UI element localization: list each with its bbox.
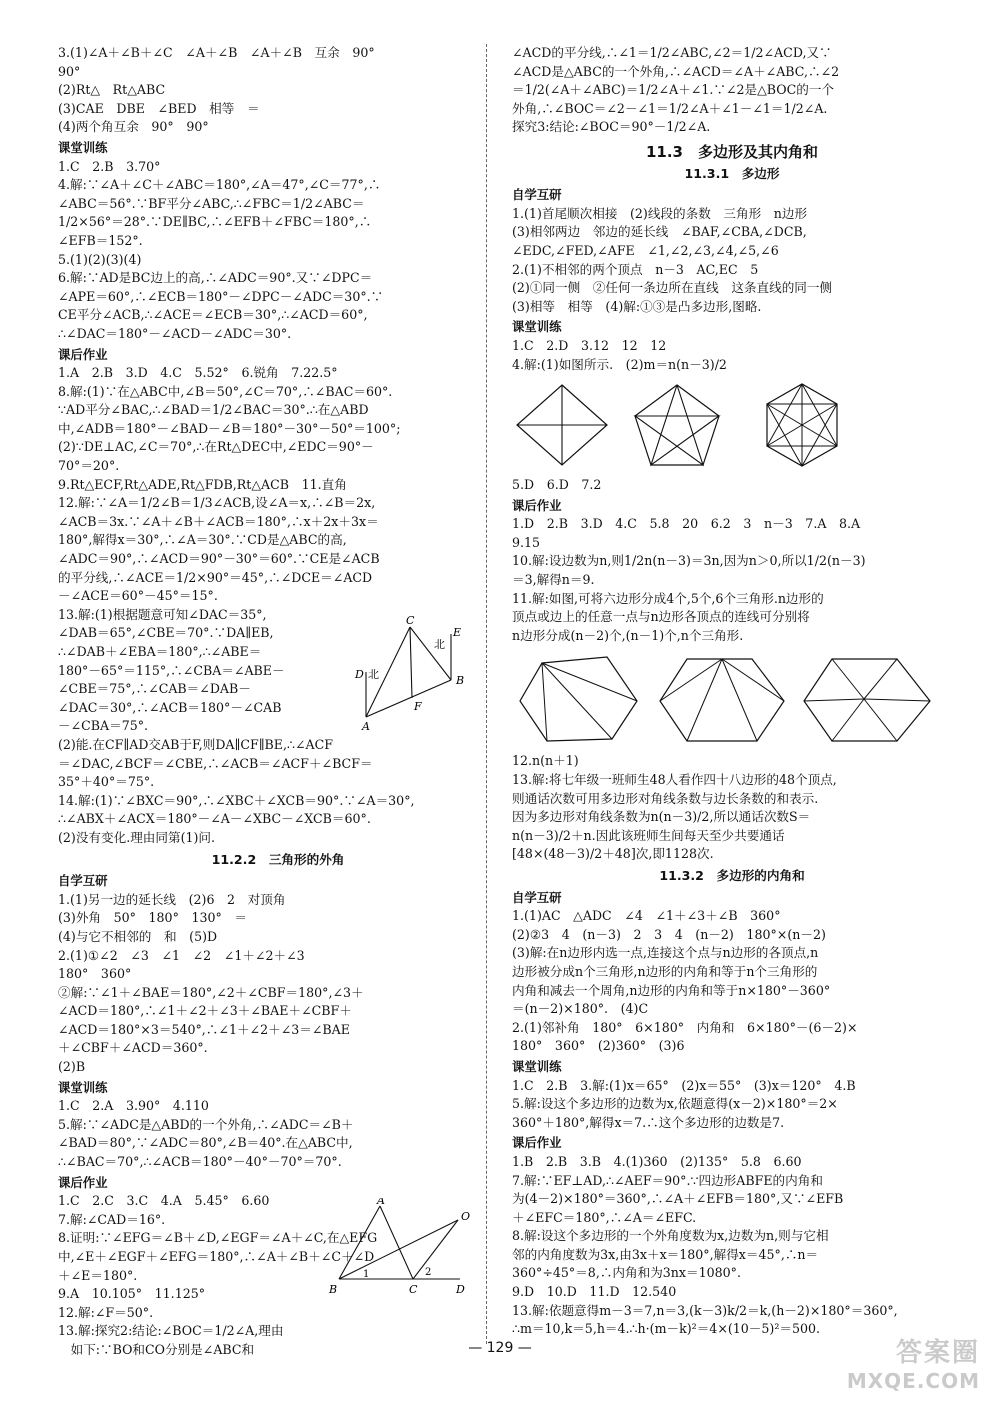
text-line: 8.解:(1)∵在△ABC中,∠B＝50°,∠C＝70°,∴∠BAC＝60°. (58, 383, 393, 399)
text-line: 1.C 2.B 3.70° (58, 158, 161, 174)
text-line: ∠ACD＝180°,∴∠1＋∠2＋∠3＋∠BAE＋∠CBF＋ (58, 1003, 352, 1019)
text-line: 13.解:依题意得m－3＝7,n＝3,(k－3)k/2＝k,(h－2)×180°＝360°, (512, 1302, 898, 1318)
text-line: ＝∠DAC,∠BCF＝∠CBE,∴∠ACB＝∠ACF＋∠BCF＝ (58, 755, 373, 771)
text-line: 360°÷45°＝8,∴内角和为3nx＝1080°. (512, 1265, 741, 1281)
text-line: n边形分成(n－2)个,(n－1)个,n个三角形. (512, 627, 744, 643)
section-heading: 课后作业 (512, 1135, 562, 1151)
text-line: 为(4－2)×180°＝360°,∴∠A＋∠EFB＝180°,又∵∠EFB (512, 1191, 844, 1207)
text-line: (4)与它不相邻的 和 (5)D (58, 928, 218, 944)
text-line: ∠CBE＝75°,∴∠CAB＝∠DAB－ (58, 681, 251, 697)
watermark-logo: 答案圈 (895, 1338, 980, 1368)
text-line: 5.解:∵∠ADC是△ABD的一个外角,∴∠ADC＝∠B＋ (58, 1116, 354, 1132)
text-line: 11.解:如图,可将六边形分成4个,5个,6个三角形.n边形的 (512, 590, 824, 606)
text-line: (2)能.在CF∥AD交AB于F,则DA∥CF∥BE,∴∠ACF (58, 736, 334, 752)
text-line: 9.Rt△ECF,Rt△ADE,Rt△FDB,Rt△ACB 11.直角 (58, 476, 347, 492)
text-line: CE平分∠ACB,∴∠ACE＝∠ECB＝30°,∴∠ACD＝60°, (58, 307, 368, 323)
text-line: ②解:∵∠1＋∠BAE＝180°,∠2＋∠CBF＝180°,∠3＋ (58, 984, 364, 1000)
fig2-label-2: 2 (425, 1267, 432, 1278)
text-line: 1/2×56°＝28°.∵DE∥BC,∴∠EFB＋∠FBC＝180°,∴ (58, 214, 372, 230)
section-heading: 自学互研 (512, 889, 562, 905)
text-line: 2.(1)邻补角 180° 6×180° 内角和 6×180°－(6－2)× (512, 1019, 858, 1035)
chapter-title: 11.3 多边形及其内角和 (645, 142, 818, 161)
fig-label-d: D (355, 668, 364, 681)
text-line: ∠ACB＝3x.∵∠A＋∠B＋∠ACB＝180°,∴x＋2x＋3x＝ (58, 513, 379, 529)
text-line: (3)解:在n边形内选一点,连接这个点与n边形的各顶点,n (512, 945, 819, 961)
fig2-label-a: A (377, 1198, 385, 1207)
text-line: (3)外角 50° 180° 130° ＝ (58, 910, 247, 926)
watermark-url: MXQE.COM (846, 1369, 980, 1393)
text-line: 探究3:结论:∠BOC＝90°－1/2∠A. (512, 119, 711, 135)
text-line: 70°＝20°. (58, 458, 120, 474)
text-line: 9.D 10.D 11.D 12.540 (512, 1284, 677, 1300)
text-line: ∴∠DAB＋∠EBA＝180°,∴∠ABE＝ (58, 644, 262, 659)
text-line: 2.(1)①∠2 ∠3 ∠1 ∠2 ∠1＋∠2＋∠3 (58, 947, 305, 963)
section-heading: 课堂训练 (58, 139, 108, 155)
text-line: ＝3,解得n＝9. (512, 572, 595, 588)
text-line: (2)Rt△ Rt△ABC (58, 82, 166, 98)
text-line: 180°－65°＝115°,∴∠CBA＝∠ABE－ (58, 662, 285, 678)
text-line: ∴∠ABX＋∠ACX＝180°－∠A－∠XBC－∠XCB＝60°. (58, 811, 371, 827)
text-line: 顶点或边上的任意一点与n边形各顶点的连线可分别将 (512, 609, 810, 625)
text-line: ∠ADC＝90°,∴∠ACD＝90°－30°＝60°.∵CE是∠ACB (58, 551, 380, 567)
text-line: ∠DAC＝30°,∴∠ACB＝180°－∠CAB (58, 699, 282, 715)
text-line: 6.解:∵AD是BC边上的高,∴∠ADC＝90°.又∵∠DPC＝ (58, 270, 373, 286)
text-line: 因为多边形对角线条数为n(n－3)/2,所以通话次数S＝ (512, 809, 811, 825)
text-line: －∠ACE＝60°－45°＝15°. (58, 588, 218, 604)
text-line: n(n－3)/2＋n.因此该班师生间每天至少共要通话 (512, 827, 785, 843)
text-line: 13.解:将七年级一班师生48人看作四十八边形的48个顶点, (512, 772, 837, 788)
text-line: ∠ACD是△ABC的一个外角,∴∠ACD＝∠A＋∠ABC,∴∠2 (512, 63, 840, 79)
angle-bisector-figure (325, 1198, 475, 1302)
text-line: 1.D 2.B 3.D 4.C 5.8 20 6.2 3 n－3 7.A 8.A (512, 516, 861, 532)
fig2-label-b: B (329, 1283, 338, 1296)
text-line: 1.(1)AC △ADC ∠4 ∠1＋∠3＋∠B 360° (512, 908, 781, 924)
text-line: 12.解:∠F＝50°. (58, 1304, 154, 1320)
text-line: 35°＋40°＝75°. (58, 774, 155, 790)
text-line: 1.(1)另一边的延长线 (2)6 2 对顶角 (58, 891, 286, 907)
text-line: 边形被分成n个三角形,n边形的内角和等于n个三角形的 (512, 963, 818, 979)
text-line: 7.解:∵EF⊥AD,∴∠AEF＝90°.∵四边形ABFE的内角和 (512, 1172, 823, 1188)
text-line: 8.解:设这个多边形的一个外角度数为x,边数为n,则与它相 (512, 1228, 829, 1244)
text-line: (2)没有变化.理由同第(1)问. (58, 829, 216, 845)
text-line: 9.15 (512, 534, 541, 550)
text-line: 2.(1)不相邻的两个顶点 n－3 AC,EC 5 (512, 261, 759, 277)
text-line: －∠CBA＝75°. (58, 718, 149, 734)
section-heading: 课堂训练 (512, 319, 562, 335)
subsection-title: 11.2.2 三角形的外角 (211, 851, 345, 867)
text-line: ＋∠E＝180°. (58, 1267, 138, 1283)
fig2-label-o: O (461, 1210, 471, 1223)
section-heading: 课后作业 (58, 346, 108, 362)
text-line: 7.解:∠CAD＝16°. (58, 1211, 166, 1227)
text-line: (3)CAE DBE ∠BED 相等 ＝ (58, 100, 260, 116)
hexagon-division-figure (512, 651, 952, 746)
text-line: 1.C 2.C 3.C 4.A 5.45° 6.60 (58, 1193, 270, 1209)
text-line: (2)①同一侧 ②任何一条边所在直线 这条直线的同一侧 (512, 280, 833, 296)
text-line: 的平分线,∴∠ACE＝1/2×90°＝45°,∴∠DCE＝∠ACD (58, 569, 373, 585)
fig-label-north-2: 北 (368, 668, 379, 681)
text-line: ＋∠EFC＝180°,∴∠A＝∠EFC. (512, 1209, 697, 1225)
section-heading: 课堂训练 (512, 1058, 562, 1074)
fig-label-a: A (362, 720, 370, 732)
page-number: — 129 — (468, 1340, 532, 1356)
fig-label-f: F (414, 700, 422, 713)
fig2-label-d: D (456, 1283, 465, 1296)
fig-label-e: E (453, 626, 462, 639)
text-line: 14.解:(1)∵∠BXC＝90°,∴∠XBC＋∠XCB＝90°.∵∠A＝30°, (58, 792, 415, 808)
text-line: 1.(1)首尾顺次相接 (2)线段的条数 三角形 n边形 (512, 205, 808, 221)
text-line: 180°,解得x＝30°,∴∠A＝30°.∵CD是△ABC的高, (58, 532, 347, 548)
text-line: (2)B (58, 1059, 86, 1075)
text-line: 12.解:∵∠A＝1/2∠B＝1/3∠ACB,设∠A＝x,∴∠B＝2x, (58, 495, 376, 511)
text-line: ∠BAD＝80°,∵∠ADC＝80°,∠B＝40°.在△ABC中, (58, 1135, 353, 1151)
text-line: 13.解:(1)根据题意可知∠DAC＝35°, (58, 606, 267, 622)
text-line: 8.证明:∵∠EFG＝∠B＋∠D,∠EGF＝∠A＋∠C,在△EFG (58, 1230, 378, 1246)
text-line: ∴m＝10,k＝5,h＝4.∴h·(m－k)²＝4×(10－5)²＝500. (512, 1321, 821, 1337)
fig-label-north-1: 北 (434, 638, 445, 651)
section-heading: 自学互研 (512, 187, 562, 203)
text-line: 1.A 2.B 3.D 4.C 5.52° 6.锐角 7.22.5° (58, 365, 338, 381)
text-line: 10.解:设边数为n,则1/2n(n－3)＝3n,因为n＞0,所以1/2(n－3) (512, 553, 866, 569)
text-line: 180° 360° (2)360° (3)6 (512, 1038, 685, 1054)
section-heading: 课后作业 (512, 497, 562, 513)
watermark (847, 1332, 980, 1393)
text-line: 邻的内角度数为3x,由3x＋x＝180°,解得x＝45°,∴n＝ (512, 1246, 819, 1262)
text-line: 外角,∴∠BOC＝∠2－∠1＝1/2∠A＋∠1－∠1＝1/2∠A. (512, 100, 828, 116)
text-line: 13.解:探究2:结论:∠BOC＝1/2∠A,理由 (58, 1323, 284, 1339)
text-line: 9.A 10.105° 11.125° (58, 1286, 206, 1302)
text-line: ∠EDC,∠FED,∠AFE ∠1,∠2,∠3,∠4,∠5,∠6 (512, 242, 779, 258)
text-line: (2)∵DE⊥AC,∠C＝70°,∴在Rt△DEC中,∠EDC＝90°－ (58, 439, 374, 455)
text-line: ∠EFB＝152°. (58, 232, 143, 248)
text-line: (4)两个角互余 90° 90° (58, 119, 209, 135)
right-column (512, 44, 952, 1339)
text-line: ∴∠DAC＝180°－∠ACD－∠ADC＝30°. (58, 325, 292, 341)
text-line: 中,∠E＋∠EGF＋∠EFG＝180°,∴∠A＋∠B＋∠C＋∠D (58, 1249, 375, 1264)
text-line: 4.解:(1)如图所示. (2)m＝n(n－3)/2 (512, 356, 727, 372)
fig2-label-c: C (409, 1283, 418, 1296)
subsection-title: 11.3.2 多边形的内角和 (659, 868, 805, 883)
compass-triangle-figure (348, 612, 473, 736)
section-heading: 课后作业 (58, 1174, 108, 1190)
text-line: ∠DAB＝65°,∠CBE＝70°.∵DA∥EB, (58, 625, 274, 641)
text-line: 4.解:∵∠A＋∠C＋∠ABC＝180°,∠A＝47°,∠C＝77°,∴ (58, 177, 381, 193)
text-line: ∵AD平分∠BAC,∴∠BAD＝1/2∠BAC＝30°.∴在△ABD (58, 402, 369, 418)
polygon-diagonals-figure (512, 380, 952, 470)
fig2-label-1: 1 (363, 1269, 370, 1280)
text-line: 5.解:设这个多边形的边数为x,依题意得(x－2)×180°＝2× (512, 1096, 838, 1112)
subsection-title: 11.3.1 多边形 (684, 165, 780, 181)
text-line: 1.C 2.A 3.90° 4.110 (58, 1098, 209, 1114)
text-line: ∠ACD的平分线,∴∠1＝1/2∠ABC,∠2＝1/2∠ACD,又∵ (512, 45, 832, 60)
column-divider (486, 44, 487, 1344)
text-line: ∠APE＝60°,∴∠ECB＝180°－∠DPC－∠ADC＝30°.∵ (58, 288, 384, 304)
text-line: ∠ACD＝180°×3＝540°,∴∠1＋∠2＋∠3＝∠BAE (58, 1021, 350, 1037)
text-line: 360°＋180°,解得x＝7.∴这个多边形的边数是7. (512, 1114, 785, 1130)
section-heading: 课堂训练 (58, 1079, 108, 1095)
text-line: [48×(48－3)/2＋48]次,即1128次. (512, 846, 714, 862)
text-line: 1.C 2.D 3.12 12 12 (512, 337, 667, 353)
text-line: ＝1/2(∠A＋∠ABC)＝1/2∠A＋∠1.∵∠2是△BOC的一个 (512, 82, 835, 98)
section-heading: 自学互研 (58, 873, 108, 889)
text-line: 内角和减去一个周角,n边形的内角和等于n×180°－360° (512, 982, 831, 998)
text-line: ∠ABC＝56°.∵BF平分∠ABC,∴∠FBC＝1/2∠ABC＝ (58, 195, 365, 211)
text-line: (3)相邻两边 邻边的延长线 ∠BAF,∠CBA,∠DCB, (512, 224, 807, 240)
fig-label-c: C (406, 614, 415, 627)
text-line: 3.(1)∠A＋∠B＋∠C ∠A＋∠B ∠A＋∠B 互余 90° (58, 45, 375, 60)
text-line: 1.B 2.B 3.B 4.(1)360 (2)135° 5.8 6.60 (512, 1153, 802, 1169)
text-line: 12.n(n＋1) (512, 753, 579, 769)
text-line: 5.D 6.D 7.2 (512, 477, 602, 493)
text-line: ＝(n－2)×180°. (4)C (512, 1001, 649, 1017)
text-line: ＋∠CBF＋∠ACD＝360°. (58, 1040, 208, 1056)
text-line: ∴∠BAC＝70°,∴∠ACB＝180°－40°－70°＝70°. (58, 1154, 342, 1170)
text-line: 180° 360° (58, 966, 132, 982)
text-line: 1.C 2.B 3.解:(1)x＝65° (2)x＝55° (3)x＝120° 4.B (512, 1077, 856, 1093)
fig-label-b: B (456, 674, 465, 687)
text-line: 5.(1)(2)(3)(4) (58, 251, 142, 267)
text-line: 中,∠ADB＝180°－∠BAD－∠B＝180°－30°－50°＝100°; (58, 420, 401, 436)
text-line: 如下:∵BO和CO分别是∠ABC和 (58, 1341, 255, 1357)
text-line: (3)相等 相等 (4)解:①③是凸多边形,图略. (512, 298, 762, 314)
text-line: 90° (58, 63, 81, 79)
text-line: 则通话次数可用多边形对角线条数与边长条数的和表示. (512, 790, 819, 806)
text-line: (2)②3 4 (n－3) 2 3 4 (n－2) 180°×(n－2) (512, 926, 826, 942)
